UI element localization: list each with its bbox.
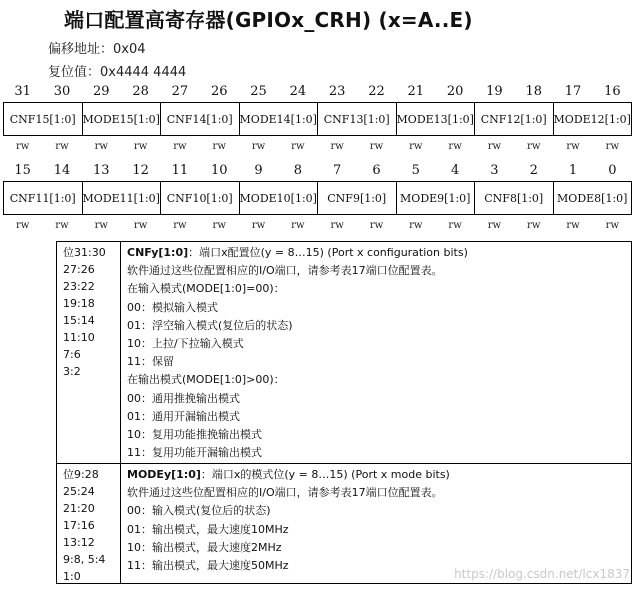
access-type: rw	[133, 141, 148, 152]
description-line: 11：复用功能开漏输出模式	[127, 446, 262, 460]
watermark: https://blog.csdn.net/lcx1837	[454, 567, 630, 581]
access-type: rw	[55, 141, 69, 152]
cnf-bit-positions	[57, 242, 121, 463]
bit-position: 17:16	[63, 519, 95, 532]
bit-position: 23:22	[63, 280, 95, 293]
access-type: rw	[369, 141, 384, 152]
bit-number-row-high	[3, 84, 632, 102]
description-line: 软件通过这些位配置相应的I/O端口，请参考表17端口位配置表。	[127, 486, 443, 500]
bit-position: 25:24	[63, 485, 95, 498]
description-line: 00：通用推挽输出模式	[127, 391, 240, 405]
bit-number: 23	[328, 84, 346, 99]
register-field: CNF10[1:0]	[160, 182, 239, 214]
bit-number: 3	[490, 163, 499, 178]
access-type: rw	[251, 220, 266, 231]
access-type: rw	[448, 220, 462, 231]
access-type: rw	[605, 141, 620, 152]
access-type: rw	[566, 220, 580, 231]
access-row-high	[3, 141, 632, 155]
page-title: 端口配置高寄存器(GPIOx_CRH) (x=A..E)	[64, 8, 473, 32]
register-field: CNF9[1:0]	[317, 182, 396, 214]
bit-number: 17	[564, 84, 582, 99]
description-line: 11：输出模式，最大速度50MHz	[127, 559, 289, 573]
access-type: rw	[527, 220, 541, 231]
access-type: rw	[409, 141, 423, 152]
bit-number: 18	[525, 84, 542, 99]
description-line: 在输入模式(MODE[1:0]=00)：	[127, 282, 285, 296]
register-field: CNF12[1:0]	[474, 103, 553, 135]
register-field: CNF13[1:0]	[317, 103, 396, 135]
cnf-field-name: CNFy[1:0]	[127, 246, 189, 259]
description-line: 在输出模式(MODE[1:0]>00)：	[127, 373, 285, 387]
bit-number: 11	[171, 163, 189, 178]
access-type: rw	[55, 220, 69, 231]
access-type: rw	[566, 141, 580, 152]
bit-position: 21:20	[63, 502, 95, 515]
bit-number: 27	[171, 84, 189, 99]
bit-position: 15:14	[63, 314, 95, 327]
access-type: rw	[173, 141, 187, 152]
access-row-low	[3, 220, 632, 234]
bit-number: 16	[604, 84, 621, 99]
bit-number: 9	[254, 163, 263, 178]
access-type: rw	[330, 220, 344, 231]
bit-number: 22	[368, 84, 385, 99]
description-line: 11：保留	[127, 355, 174, 369]
access-type: rw	[291, 141, 305, 152]
bit-number: 25	[250, 84, 267, 99]
mode-field-name: MODEy[1:0]	[127, 468, 201, 481]
description-line: 软件通过这些位配置相应的I/O端口，请参考表17端口位配置表。	[127, 264, 443, 278]
register-field: CNF15[1:0]	[9, 112, 76, 126]
register-field: MODE10[1:0]	[239, 182, 318, 214]
mode-description	[127, 464, 627, 575]
register-field: CNF8[1:0]	[474, 182, 553, 214]
bit-number: 10	[210, 163, 228, 178]
register-field: MODE13[1:0]	[396, 103, 475, 135]
register-field: MODE9[1:0]	[396, 182, 475, 214]
cnf-section	[57, 242, 631, 464]
bit-number: 30	[53, 84, 71, 99]
access-type: rw	[369, 220, 384, 231]
mode-heading-text: ：端口x的模式位(y = 8…15) (Port x mode bits)	[200, 468, 450, 481]
bit-number: 7	[333, 163, 342, 178]
bit-number: 4	[450, 163, 460, 178]
bit-position: 9:8, 5:4	[63, 553, 106, 566]
bit-position: 3:2	[63, 365, 81, 378]
description-line: 10：上拉/下拉输入模式	[127, 337, 244, 351]
register-field: MODE11[1:0]	[82, 182, 161, 214]
access-type: rw	[409, 220, 423, 231]
bit-number: 31	[14, 84, 31, 99]
bit-number: 12	[132, 163, 149, 178]
bit-number: 29	[93, 84, 110, 99]
access-type: rw	[94, 220, 108, 231]
bit-position: 13:12	[63, 536, 95, 549]
bit-position: 位31:30	[63, 246, 106, 259]
cnf-description	[127, 242, 627, 462]
cnf-heading-text: ：端口x配置位(y = 8…15) (Port x configuration bits)	[188, 246, 468, 259]
bit-number: 19	[486, 84, 503, 99]
access-type: rw	[251, 141, 266, 152]
reset-value: 复位值：0x4444 4444	[48, 65, 187, 80]
bit-number: 15	[14, 163, 31, 178]
access-type: rw	[15, 141, 30, 152]
access-type: rw	[291, 220, 305, 231]
bit-number-row-low	[3, 163, 632, 181]
access-type: rw	[212, 220, 226, 231]
mode-heading	[127, 466, 627, 484]
description-line: 01：输出模式，最大速度10MHz	[127, 522, 289, 536]
access-type: rw	[448, 141, 462, 152]
bit-number: 6	[372, 163, 381, 178]
register-field: CNF11[1:0]	[9, 191, 76, 205]
description-line: 10：输出模式，最大速度2MHz	[127, 540, 282, 554]
bit-number: 0	[608, 163, 617, 178]
cnf-heading	[127, 244, 627, 262]
field-row-high	[3, 102, 632, 136]
description-table	[56, 241, 632, 584]
description-line: 01：通用开漏输出模式	[127, 409, 240, 423]
access-type: rw	[212, 141, 226, 152]
register-field: MODE12[1:0]	[553, 103, 632, 135]
bit-position: 11:10	[63, 331, 95, 344]
register-field: MODE15[1:0]	[82, 103, 161, 135]
bit-number: 24	[289, 84, 307, 99]
bit-number: 8	[293, 163, 302, 178]
access-type: rw	[133, 220, 148, 231]
mode-bit-positions	[57, 464, 121, 583]
bit-number: 21	[407, 84, 425, 99]
access-type: rw	[487, 220, 502, 231]
access-type: rw	[527, 141, 541, 152]
bit-number: 14	[53, 163, 71, 178]
bit-number: 28	[132, 84, 149, 99]
offset-address: 偏移地址：0x04	[48, 42, 146, 57]
description-line: 00：模拟输入模式	[127, 300, 218, 314]
bit-number: 2	[529, 163, 538, 178]
access-type: rw	[487, 141, 502, 152]
register-field: MODE14[1:0]	[239, 103, 318, 135]
bit-number: 26	[210, 84, 228, 99]
description-line: 00：输入模式(复位后的状态)	[127, 504, 271, 518]
bit-position: 19:18	[63, 297, 95, 310]
bit-position: 1:0	[63, 570, 81, 583]
access-type: rw	[94, 141, 108, 152]
bit-number: 20	[446, 84, 464, 99]
bit-number: 13	[93, 163, 110, 178]
bit-position: 位9:28	[63, 468, 99, 481]
bit-number: 1	[568, 163, 578, 178]
register-field: CNF14[1:0]	[160, 103, 239, 135]
register-field: MODE8[1:0]	[553, 182, 632, 214]
access-type: rw	[15, 220, 30, 231]
mode-section	[57, 464, 631, 583]
access-type: rw	[605, 220, 620, 231]
bit-position: 27:26	[63, 263, 95, 276]
description-line: 01：浮空输入模式(复位后的状态)	[127, 318, 293, 332]
bit-position: 7:6	[63, 348, 81, 361]
access-type: rw	[330, 141, 344, 152]
field-row-low	[3, 181, 632, 215]
description-line: 10：复用功能推挽输出模式	[127, 428, 262, 442]
access-type: rw	[173, 220, 187, 231]
bit-number: 5	[411, 163, 420, 178]
